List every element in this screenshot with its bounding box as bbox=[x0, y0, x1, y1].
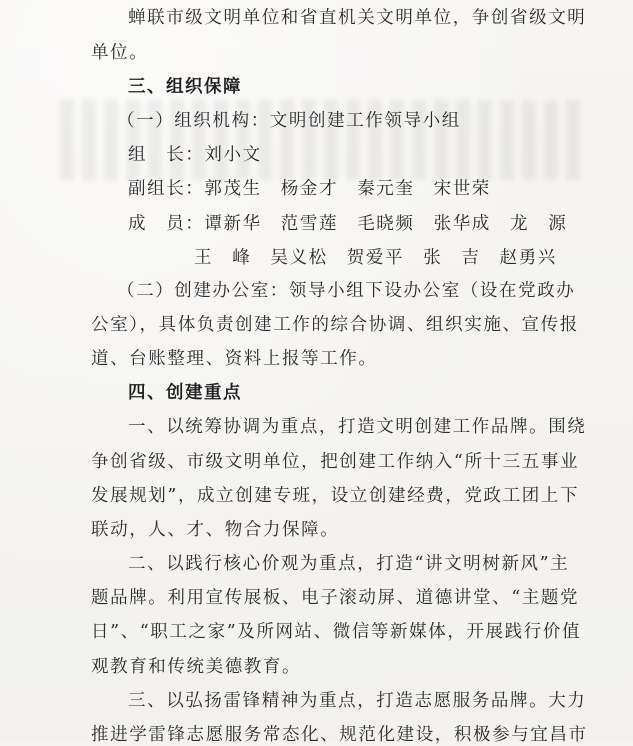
text-line-deputy: 副组长：郭茂生 杨金才 秦元奎 宋世荣 bbox=[128, 179, 491, 199]
text-line-p2-2: 题品牌。利用宣传展板、电子滚动屏、道德讲堂、“主题党 bbox=[91, 588, 580, 608]
text-line-members: 成 员：谭新华 范雪莲 毛晓频 张华成 龙 源 bbox=[128, 214, 568, 234]
text-line-p1-1: 一、以统筹协调为重点，打造文明创建工作品牌。围绕 bbox=[128, 417, 587, 437]
text-line-office-1: （二）创建办公室：领导小组下设办公室（设在党政办 bbox=[117, 281, 576, 301]
section-heading-4: 四、创建重点 bbox=[128, 383, 242, 403]
text-line-leader: 组 长：刘小文 bbox=[128, 145, 262, 165]
text-line-p2-4: 观教育和传统美德教育。 bbox=[91, 657, 302, 677]
text-line-members-2: 王 峰 吴义松 贺爱平 张 吉 赵勇兴 bbox=[194, 248, 557, 268]
text-line-p1-4: 联动，人、才、物合力保障。 bbox=[91, 520, 340, 540]
text-line-p1-3: 发展规划”，成立创建专班，设立创建经费，党政工团上下 bbox=[91, 486, 580, 506]
text-line-office-2: 公室），具体负责创建工作的综合协调、组织实施、宣传报 bbox=[91, 315, 579, 335]
text-line-p3-2: 推进学雷锋志愿服务常态化、规范化建设，积极参与宜昌市 bbox=[91, 725, 588, 745]
section-heading-3: 三、组织保障 bbox=[128, 77, 242, 97]
text-line-2: 单位。 bbox=[91, 43, 149, 63]
text-line-p1-2: 争创省级、市级文明单位，把创建工作纳入“所十三五事业 bbox=[91, 452, 580, 472]
text-line-org: （一）组织机构：文明创建工作领导小组 bbox=[117, 111, 461, 131]
text-line-p3-1: 三、以弘扬雷锋精神为重点，打造志愿服务品牌。大力 bbox=[128, 691, 587, 711]
text-line-1: 蝉联市级文明单位和省直机关文明单位，争创省级文明 bbox=[128, 8, 587, 28]
text-line-p2-3: 日”、“职工之家”及所网站、微信等新媒体，开展践行价值 bbox=[91, 622, 582, 642]
text-line-p2-1: 二、以践行核心价观为重点，打造“讲文明树新风”主 bbox=[128, 554, 570, 574]
text-line-office-3: 道、台账整理、资料上报等工作。 bbox=[91, 349, 378, 369]
